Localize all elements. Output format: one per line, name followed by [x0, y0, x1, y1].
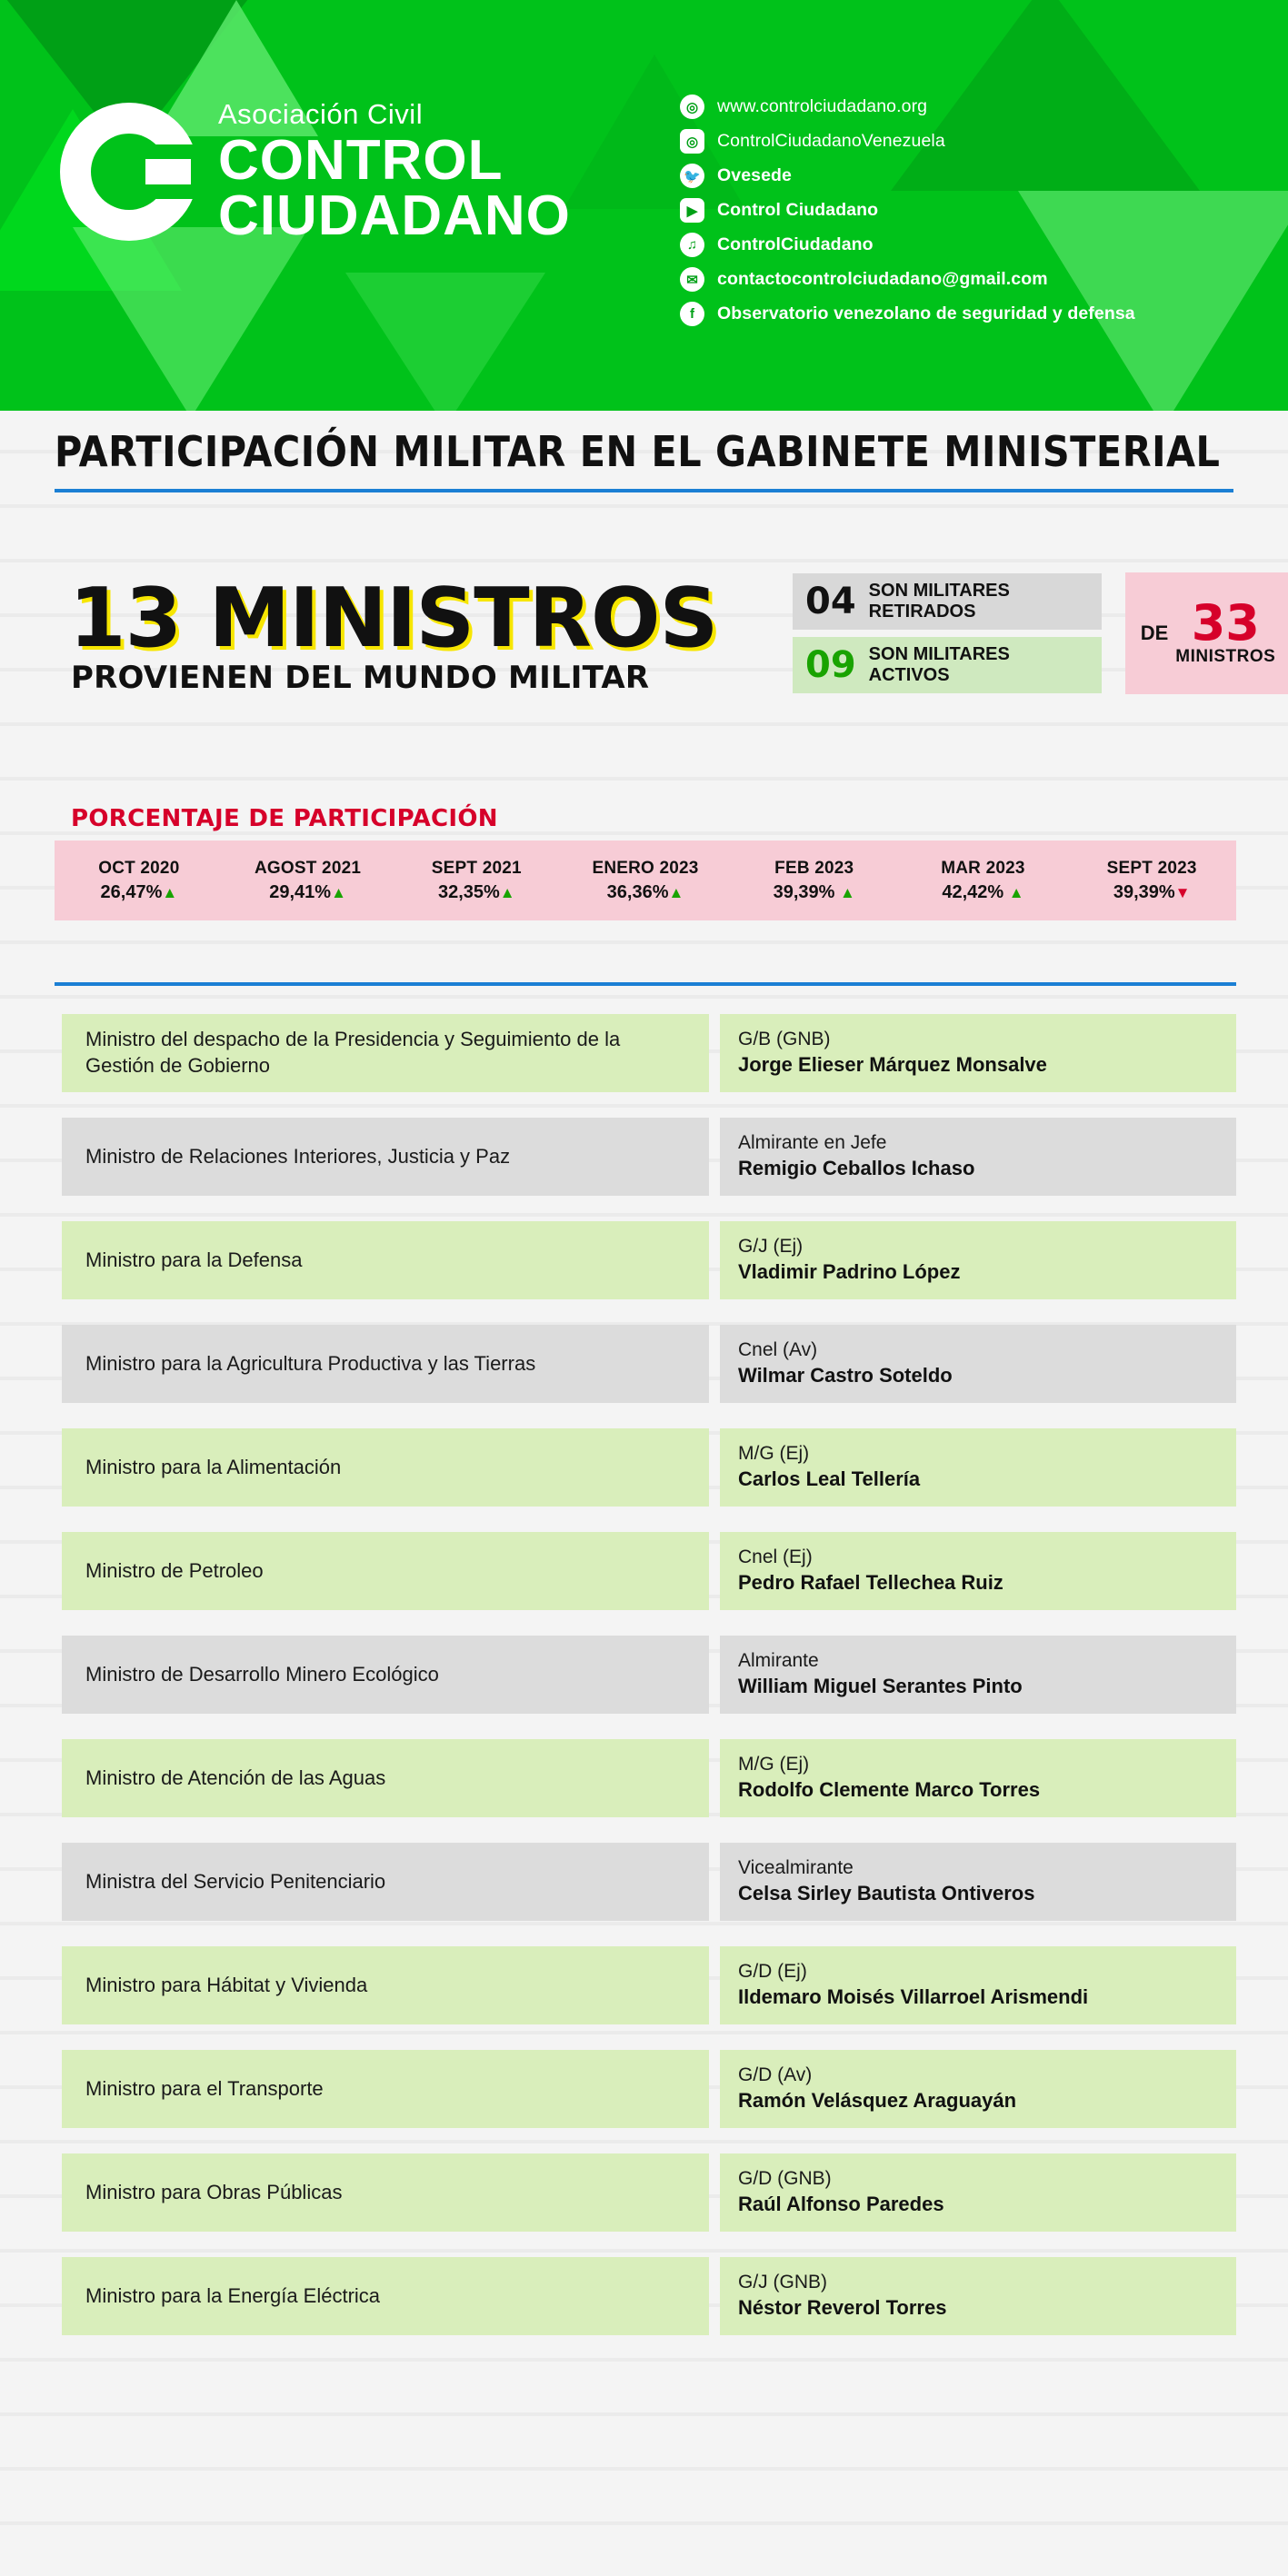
percent-value: 36,36% — [606, 881, 669, 902]
minister-person — [720, 1325, 1236, 1403]
twitter-icon: 🐦 — [680, 164, 704, 188]
percent-period: FEB 2023 — [774, 858, 854, 878]
minister-rank: Almirante — [738, 1650, 819, 1672]
total-count: 33 — [1191, 594, 1260, 652]
org-name-line2: CIUDADANO — [218, 184, 571, 247]
retired-label — [869, 581, 1010, 622]
logo — [60, 98, 571, 247]
contact-item-tiktok[interactable] — [680, 233, 1135, 257]
minister-rank: G/J (Ej) — [738, 1236, 804, 1258]
retired-label-line2: RETIRADOS — [868, 602, 976, 622]
percent-entry — [392, 859, 561, 903]
title-section — [0, 427, 1288, 492]
active-label-line1: SON MILITARES — [868, 644, 1010, 664]
minister-person — [720, 1532, 1236, 1610]
minister-person — [720, 2257, 1236, 2335]
trend-up-icon: ▲ — [331, 883, 346, 901]
trend-up-icon: ▲ — [668, 883, 684, 901]
table-row — [62, 1221, 1236, 1299]
percent-entry — [899, 859, 1068, 903]
minister-office: Ministro para la Agricultura Productiva y las Tierras — [62, 1325, 709, 1403]
section-divider — [55, 982, 1236, 986]
minister-person — [720, 1014, 1236, 1092]
minister-office: Ministro del despacho de la Presidencia y Seguimiento de la Gestión de Gobierno — [62, 1014, 709, 1092]
minister-rank: Vicealmirante — [738, 1857, 854, 1879]
minister-rank: G/J (GNB) — [738, 2272, 827, 2293]
minister-name: William Miguel Serantes Pinto — [738, 1675, 1023, 1698]
minister-office: Ministro de Relaciones Interiores, Justicia y Paz — [62, 1118, 709, 1196]
contact-text: ControlCiudadanoVenezuela — [717, 131, 945, 151]
minister-name: Jorge Elieser Márquez Monsalve — [738, 1053, 1047, 1077]
percent-entry — [561, 859, 730, 903]
table-row — [62, 1014, 1236, 1092]
percent-entry — [730, 859, 899, 903]
control-ciudadano-logo-icon — [60, 103, 198, 241]
minister-person — [720, 1428, 1236, 1507]
minister-name: Pedro Rafael Tellechea Ruiz — [738, 1571, 1003, 1595]
tiktok-icon: ♫ — [680, 233, 704, 257]
trend-up-icon: ▲ — [840, 883, 855, 901]
headline-subtitle: PROVIENEN DEL MUNDO MILITAR — [71, 660, 650, 696]
minister-office: Ministro de Atención de las Aguas — [62, 1739, 709, 1817]
minister-rank: Almirante en Jefe — [738, 1132, 887, 1154]
minister-rank: G/D (GNB) — [738, 2168, 832, 2190]
table-row — [62, 2257, 1236, 2335]
minister-rank: M/G (Ej) — [738, 1443, 810, 1465]
minister-office: Ministro para la Alimentación — [62, 1428, 709, 1507]
trend-up-icon: ▲ — [1008, 883, 1024, 901]
contact-text: Control Ciudadano — [717, 200, 879, 220]
contact-text: Ovesede — [717, 165, 793, 185]
minister-office: Ministra del Servicio Penitenciario — [62, 1843, 709, 1921]
percent-period: SEPT 2021 — [431, 858, 522, 878]
decorative-triangle — [73, 227, 309, 411]
org-subtitle: Asociación Civil — [218, 98, 424, 130]
minister-name: Raúl Alfonso Paredes — [738, 2193, 944, 2216]
contact-text: contactocontrolciudadano@gmail.com — [717, 269, 1048, 289]
headline-number: 13 MINISTROS — [69, 571, 718, 666]
contact-item-website[interactable] — [680, 94, 1135, 119]
percent-period: OCT 2020 — [98, 858, 180, 878]
trend-down-icon: ▼ — [1174, 883, 1191, 901]
percent-entry — [224, 859, 393, 903]
minister-name: Wilmar Castro Soteldo — [738, 1364, 953, 1387]
percent-value: 39,39% — [1113, 881, 1175, 902]
minister-name: Vladimir Padrino López — [738, 1260, 961, 1284]
table-row — [62, 1118, 1236, 1196]
minister-person — [720, 2050, 1236, 2128]
total-label: MINISTROS — [1175, 646, 1276, 666]
percent-period: AGOST 2021 — [255, 858, 362, 878]
stats-section — [55, 571, 1276, 743]
percent-period: MAR 2023 — [941, 858, 1025, 878]
retired-label-line1: SON MILITARES — [868, 581, 1010, 601]
minister-name: Celsa Sirley Bautista Ontiveros — [738, 1882, 1035, 1905]
decorative-triangle — [345, 273, 545, 411]
table-row — [62, 1532, 1236, 1610]
instagram-icon: ◎ — [680, 129, 704, 154]
retired-count: 04 — [805, 581, 856, 622]
minister-rank: Cnel (Ej) — [738, 1547, 813, 1568]
email-icon: ✉ — [680, 267, 704, 292]
percent-value: 39,39% — [773, 881, 835, 902]
minister-person — [720, 2153, 1236, 2232]
minister-rank: Cnel (Av) — [738, 1339, 818, 1361]
table-row — [62, 1843, 1236, 1921]
contact-item-youtube[interactable] — [680, 198, 1135, 223]
minister-rank: G/B (GNB) — [738, 1029, 831, 1050]
org-name-line1: CONTROL — [218, 129, 504, 192]
minister-office: Ministro para la Defensa — [62, 1221, 709, 1299]
table-row — [62, 1739, 1236, 1817]
table-row — [62, 1946, 1236, 2024]
contact-item-facebook[interactable] — [680, 302, 1135, 326]
active-count: 09 — [805, 644, 856, 686]
percent-entry — [1067, 859, 1236, 903]
contact-text: ControlCiudadano — [717, 234, 874, 254]
ministers-table — [62, 1014, 1236, 2361]
minister-office: Ministro para Obras Públicas — [62, 2153, 709, 2232]
active-label-line2: ACTIVOS — [868, 665, 950, 685]
trend-up-icon: ▲ — [499, 883, 515, 901]
contact-list — [680, 94, 1135, 326]
minister-name: Ramón Velásquez Araguayán — [738, 2089, 1017, 2113]
percent-value: 29,41% — [269, 881, 332, 902]
trend-up-icon: ▲ — [162, 883, 178, 901]
minister-office: Ministro de Desarrollo Minero Ecológico — [62, 1636, 709, 1714]
minister-office: Ministro para Hábitat y Vivienda — [62, 1946, 709, 2024]
page-header — [0, 0, 1288, 411]
minister-person — [720, 1946, 1236, 2024]
minister-name: Ildemaro Moisés Villarroel Arismendi — [738, 1985, 1089, 2009]
percent-value: 32,35% — [437, 881, 500, 902]
contact-item-email[interactable] — [680, 267, 1135, 292]
logo-bar — [145, 159, 191, 184]
active-label — [869, 644, 1010, 686]
minister-office: Ministro para la Energía Eléctrica — [62, 2257, 709, 2335]
table-row — [62, 1325, 1236, 1403]
contact-item-instagram[interactable] — [680, 129, 1135, 154]
percent-entry — [55, 859, 224, 903]
table-row — [62, 1636, 1236, 1714]
minister-name: Remigio Ceballos Ichaso — [738, 1157, 975, 1180]
contact-text: Observatorio venezolano de seguridad y defensa — [717, 303, 1135, 323]
total-ministers-box — [1125, 572, 1288, 694]
minister-name: Néstor Reverol Torres — [738, 2296, 947, 2320]
table-row — [62, 1428, 1236, 1507]
percent-period: SEPT 2023 — [1106, 858, 1197, 878]
minister-person — [720, 1118, 1236, 1196]
minister-office: Ministro para el Transporte — [62, 2050, 709, 2128]
page-title: PARTICIPACIÓN MILITAR EN EL GABINETE MINISTERIAL — [55, 427, 1233, 492]
table-row — [62, 2050, 1236, 2128]
logo-text — [218, 98, 571, 247]
contact-text: www.controlciudadano.org — [717, 96, 928, 116]
facebook-icon: f — [680, 302, 704, 326]
minister-person — [720, 1221, 1236, 1299]
minister-rank: G/D (Ej) — [738, 1961, 807, 1983]
minister-person — [720, 1636, 1236, 1714]
percent-period: ENERO 2023 — [592, 858, 699, 878]
globe-icon: ◎ — [680, 94, 704, 119]
minister-person — [720, 1843, 1236, 1921]
percent-timeline — [55, 840, 1236, 920]
youtube-icon: ▶ — [680, 198, 704, 223]
total-prefix: DE — [1140, 622, 1169, 644]
percent-value: 42,42% — [942, 881, 1004, 902]
minister-office: Ministro de Petroleo — [62, 1532, 709, 1610]
active-military-box — [793, 637, 1102, 693]
minister-name: Rodolfo Clemente Marco Torres — [738, 1778, 1041, 1802]
percent-value: 26,47% — [100, 881, 163, 902]
percent-section-title: PORCENTAJE DE PARTICIPACIÓN — [71, 805, 498, 832]
contact-item-twitter[interactable] — [680, 164, 1135, 188]
minister-name: Carlos Leal Tellería — [738, 1467, 921, 1491]
minister-person — [720, 1739, 1236, 1817]
retired-military-box — [793, 573, 1102, 630]
table-row — [62, 2153, 1236, 2232]
minister-rank: M/G (Ej) — [738, 1754, 810, 1775]
minister-rank: G/D (Av) — [738, 2064, 813, 2086]
